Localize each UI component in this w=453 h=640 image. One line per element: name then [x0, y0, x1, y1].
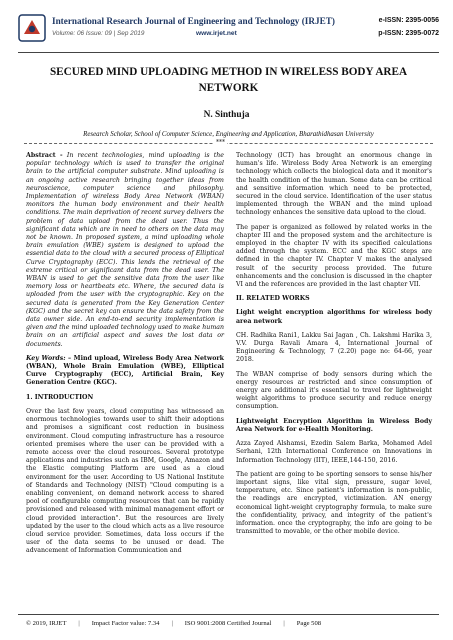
related-work-title-1: Light weight encryption algorithms for wireless body area network: [236, 309, 432, 325]
footer-separator: |: [171, 620, 173, 627]
footer-divider: [18, 614, 439, 615]
abstract: [26, 152, 224, 349]
intro-continued: Technology (ICT) has brought an enormous change in human's life. Wireless Body Area Network is an emerging technology which collects the biological data and it monitor's the health condition of the human. Some data can be critical and sensitive information which need to be protected, secured in the cloud service. Identification of the user status implemented through the WBAN and the mind upload technology enhances the sensitive data upload to the cloud.: [236, 152, 432, 217]
pissn: p-ISSN: 2395-0072: [378, 30, 439, 37]
related-works-heading: II. RELATED WORKS: [236, 295, 310, 303]
journal-header: [18, 14, 439, 48]
paper-organization: The paper is organized as followed by related works in the chapter III and the proposed system and the architecture is employed in the chapter IV with its specified calculations added through the system. ECC and the KGC steps are defined in the chapter IV. Chapter V makes the analysed result of the security process provided. The future enhancements and the conclusion is discussed in the chapter VI and the references are provided in the last chapter VII.: [236, 223, 432, 289]
introduction-heading: 1. INTRODUCTION: [26, 393, 94, 401]
abstract-label: Abstract -: [26, 152, 63, 159]
section-separator: [24, 143, 433, 144]
author-affiliation: Research Scholar, School of Computer Science, Engineering and Application, Bharathidhasan University: [83, 131, 374, 138]
footer-separator: |: [78, 620, 80, 627]
footer-separator: |: [283, 620, 285, 627]
footer-copyright: © 2019, IRJET: [26, 620, 67, 627]
footer-iso: ISO 9001:2008 Certified Journal: [184, 620, 272, 627]
related-work-title-2: Lightweight Encryption Algorithm in Wireless Body Area Network for e-Health Monitoring.: [236, 417, 432, 433]
related-work-ref-2: Azza Zayed Alshamsi, Ezedin Salem Barka, Mohamed Adel Serhani, 12th International Conference on Innovations in Information Technology (IIT), IEEE,144-150, 2016.: [236, 440, 432, 464]
journal-website-link[interactable]: www.irjet.net: [196, 30, 237, 37]
left-column: [26, 152, 224, 562]
journal-name: International Research Journal of Engineering and Technology (IRJET): [52, 16, 335, 26]
volume-issue: Volume: 06 Issue: 09 | Sep 2019: [52, 30, 145, 37]
footer-page-number: Page 508: [296, 620, 322, 627]
page-footer: [26, 620, 433, 627]
abstract-text: In recent technologies, mind uploading is the popular technology which is used to transfer the original brain to the artificial computer substrate. Mind uploading is an ongoing active research bringing together ideas from neuroscience, computer science and philosophy. Implementation of wireless Body Area Network (WBAN) monitors the human body environment and their health conditions. The main deprivation of recent survey delivers the problem of data upload from the dead user. Thus the significant data which are in need to others on the data may not be known. In proposed system, a mind uploading whole brain emulation (WBE) system is designed to upload the essential data to the cloud with a secured process of Elliptical Curve Cryptography (ECC). This lends the retrieval of the extreme critical or significant data from the dead user. The WBAN is used to get the sensitive data from the user like memory loss or heartbeats etc. Where, the secured data is uploaded from the user with the cryptographic. Key on the secured data is generated from the Key Generation Center (KGC) and the secret key can ensure the data safety from the data owner side. An end-to-end security implementation is given and the mind uploaded technology used to make human brain on an artificial aspect and saves the lost data or documents.: [26, 152, 224, 348]
footer-impact-factor: Impact Factor value: 7.34: [91, 620, 160, 627]
keywords-label: Key Words:: [26, 354, 66, 362]
irjet-logo-icon: [18, 14, 46, 42]
separator-stars: ***: [216, 139, 225, 146]
header-divider: [18, 52, 439, 53]
paper-author: N. Sinthuja: [203, 110, 250, 120]
introduction-text: Over the last few years, cloud computing has witnessed an enormous technologies towards user to shift their adoptions and promises a significant cost reduction in business environment. Cloud computing infrastructure has a resource oriented premises where the user can be provided with a remote access over the cloud resources. Several prototype applications and industries such as IBM, Google, Amazon and the Elastic computing Platform are used as a cloud environment for the user. According to US National Institute of Standards and Technology (NIST) "Cloud computing is a enabling convenient, on demand network access to shared pool of configurable computing resources that can be rapidly provisioned and released with minimal management effort or cloud provided interaction". But the resources are lively updated by the user to the cloud which acts as a live resource cloud service provider. Sometimes, data loss occurs if the user of the data seems to be unused or dead. The advancement of Information Communication and: [26, 407, 224, 555]
keywords: [26, 355, 224, 388]
related-work-ref-1: CH. Radhika Rani1, Lakku Sai Jagan , Ch. Lakshmi Harika 3, V.V. Durga Ravali Amara 4, International Journal of Engineering & Technology, 7 (2.20) page no: 64-66, year 2018.: [236, 331, 432, 364]
paper-title: SECURED MIND UPLOADING METHOD IN WIRELESS BODY AREA NETWORK: [49, 66, 408, 94]
related-work-summary-2: The patient are going to be sporting sensors to sense his/her important signs, like vital sign, pressure, sugar level, temperature, etc. Since patient's information is non-public, the readings are encrypted, victimization. AN energy economical light-weight cryptography formula, to make sure the confidentiality, privacy, and integrity of the patient's information. once the cryptography, the info are going to be transmitted to movable, or the other mobile device.: [236, 470, 432, 536]
related-work-summary-1: The WBAN comprise of body sensors during which the energy resources ar restricted and since consumption of energy are additional it's essential to travel for lightweight weight algorithms to produce security and reduce energy consumption.: [236, 370, 432, 411]
eissn: e-ISSN: 2395-0056: [378, 17, 439, 24]
right-column: [236, 152, 432, 542]
keywords-text: – Mind upload, Wireless Body Area Network (WBAN), Whole Brain Emulation (WBE), Elliptical Curve Cryptography (ECC), Artificial Brain, Key Generation Centre (KGC).: [26, 354, 224, 387]
